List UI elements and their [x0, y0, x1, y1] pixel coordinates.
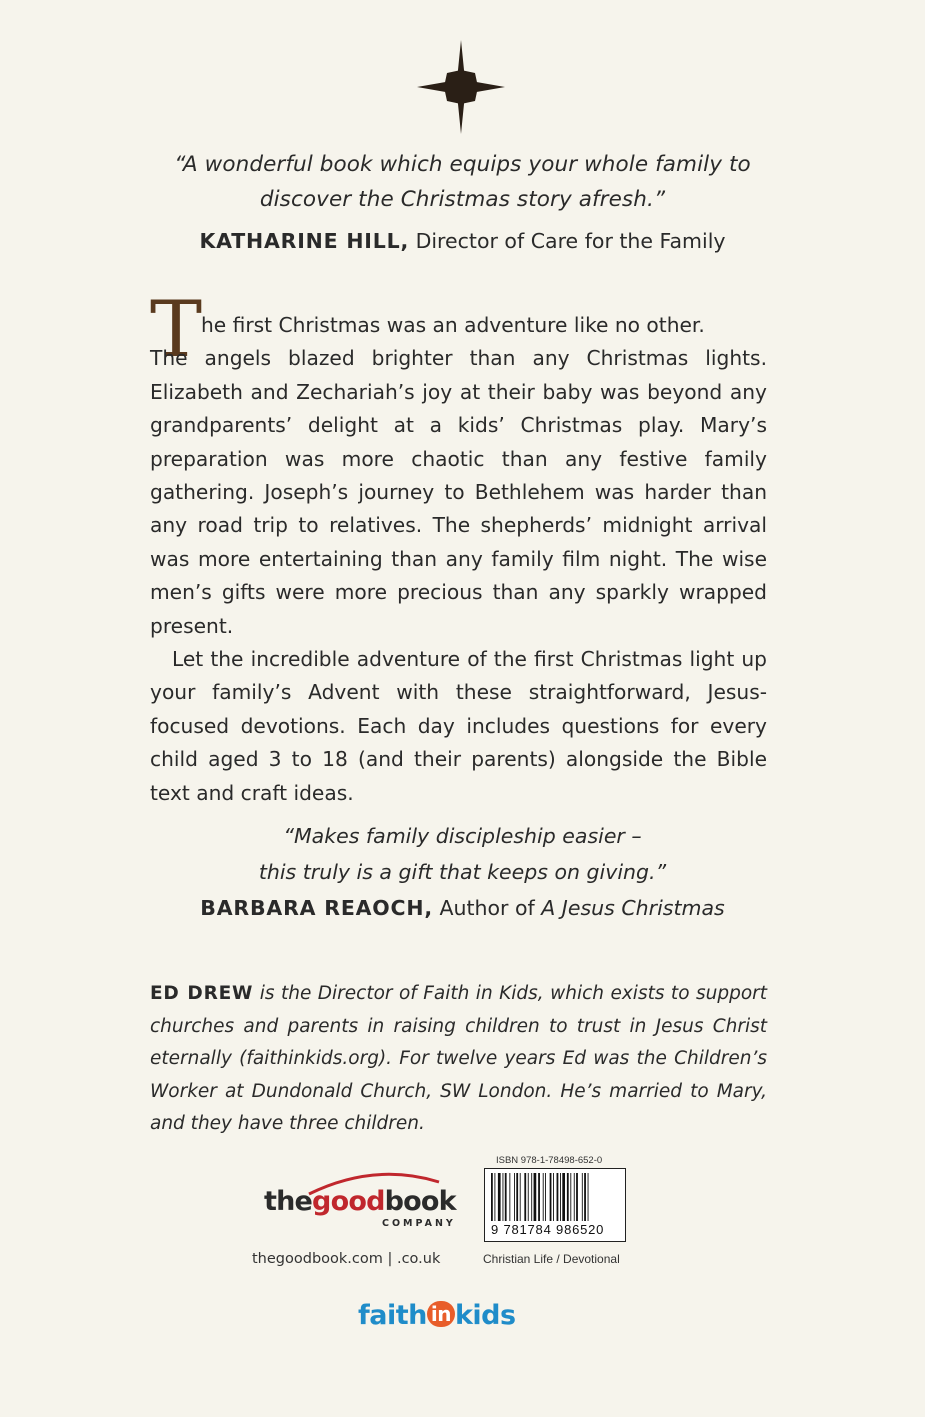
quote-1-line-1: “A wonderful book which equips your whole family to [174, 152, 751, 177]
endorsement-quote-2 [150, 818, 775, 890]
book-category: Christian Life / Devotional [483, 1252, 620, 1266]
quote-2-line-1: “Makes family discipleship easier – [283, 824, 642, 848]
endorser-role-1: Director of Care for the Family [409, 229, 726, 253]
publisher-website: thegoodbook.com | .co.uk [252, 1251, 441, 1267]
isbn-label: ISBN 978-1-78498-652-0 [496, 1155, 603, 1166]
logo-company: COMPANY [382, 1218, 456, 1229]
barcode-bars [489, 1173, 619, 1221]
fik-faith: faith [358, 1300, 427, 1331]
publisher-logo-text [264, 1186, 456, 1217]
endorsement-quote-1 [100, 147, 825, 217]
fik-kids: kids [454, 1300, 516, 1331]
author-bio-text: is the Director of Faith in Kids, which exists to support churches and parents in raising children to trust in Jesus Christ eternally (faithinkids.org). For twelve years Ed was the Children’s Worker at Dundonald Church, SW London. He’s married to Mary, and they have three children. [150, 983, 767, 1134]
logo-the: the [264, 1186, 313, 1217]
barcode-number: 9 781784 986520 [491, 1222, 605, 1237]
blurb-paragraph-1-rest: The angels blazed brighter than any Christmas lights. Elizabeth and Zechariah’s joy at their baby was beyond any grandparents’ delight at a kids’ Christmas play. Mary’s preparation was more chaotic than any festive family gathering. Joseph’s journey to Bethlehem was harder than any road trip to relatives. The shepherds’ midnight arrival was more entertaining than any family film night. The wise men’s gifts were more precious than any sparkly wrapped present. [150, 346, 767, 638]
endorser-book-2: A Jesus Christmas [541, 896, 725, 920]
logo-good: good [312, 1186, 385, 1217]
quote-1-line-2: discover the Christmas story afresh.” [259, 187, 666, 212]
endorser-name-1: KATHARINE HILL, [199, 229, 410, 253]
endorser-role-2: Author of [432, 896, 542, 920]
blurb-paragraph-2: Let the incredible adventure of the first Christmas light up your family’s Advent with these straightforward, Jesus-focused devotions. Each day includes questions for every child aged 3 to 18 (and their parents) alongside the Bible text and craft ideas. [150, 647, 767, 805]
publisher-logo [264, 1168, 454, 1233]
fik-in: in [427, 1301, 455, 1327]
blurb-first-line: he first Christmas was an adventure like no other. [201, 313, 705, 337]
endorser-name-2: BARBARA REAOCH, [200, 896, 433, 920]
barcode [484, 1168, 626, 1242]
logo-book: book [384, 1186, 456, 1217]
blurb-paragraph-1 [150, 309, 767, 643]
endorsement-attribution-1 [60, 229, 865, 253]
author-name: ED DREW [150, 983, 254, 1004]
quote-2-line-2: this truly is a gift that keeps on giving.” [258, 860, 667, 884]
endorsement-attribution-2 [60, 896, 865, 920]
blurb [150, 309, 767, 810]
star-icon [417, 40, 505, 134]
author-bio [150, 978, 767, 1141]
faith-in-kids-logo [358, 1300, 516, 1331]
drop-cap: T [150, 285, 203, 375]
